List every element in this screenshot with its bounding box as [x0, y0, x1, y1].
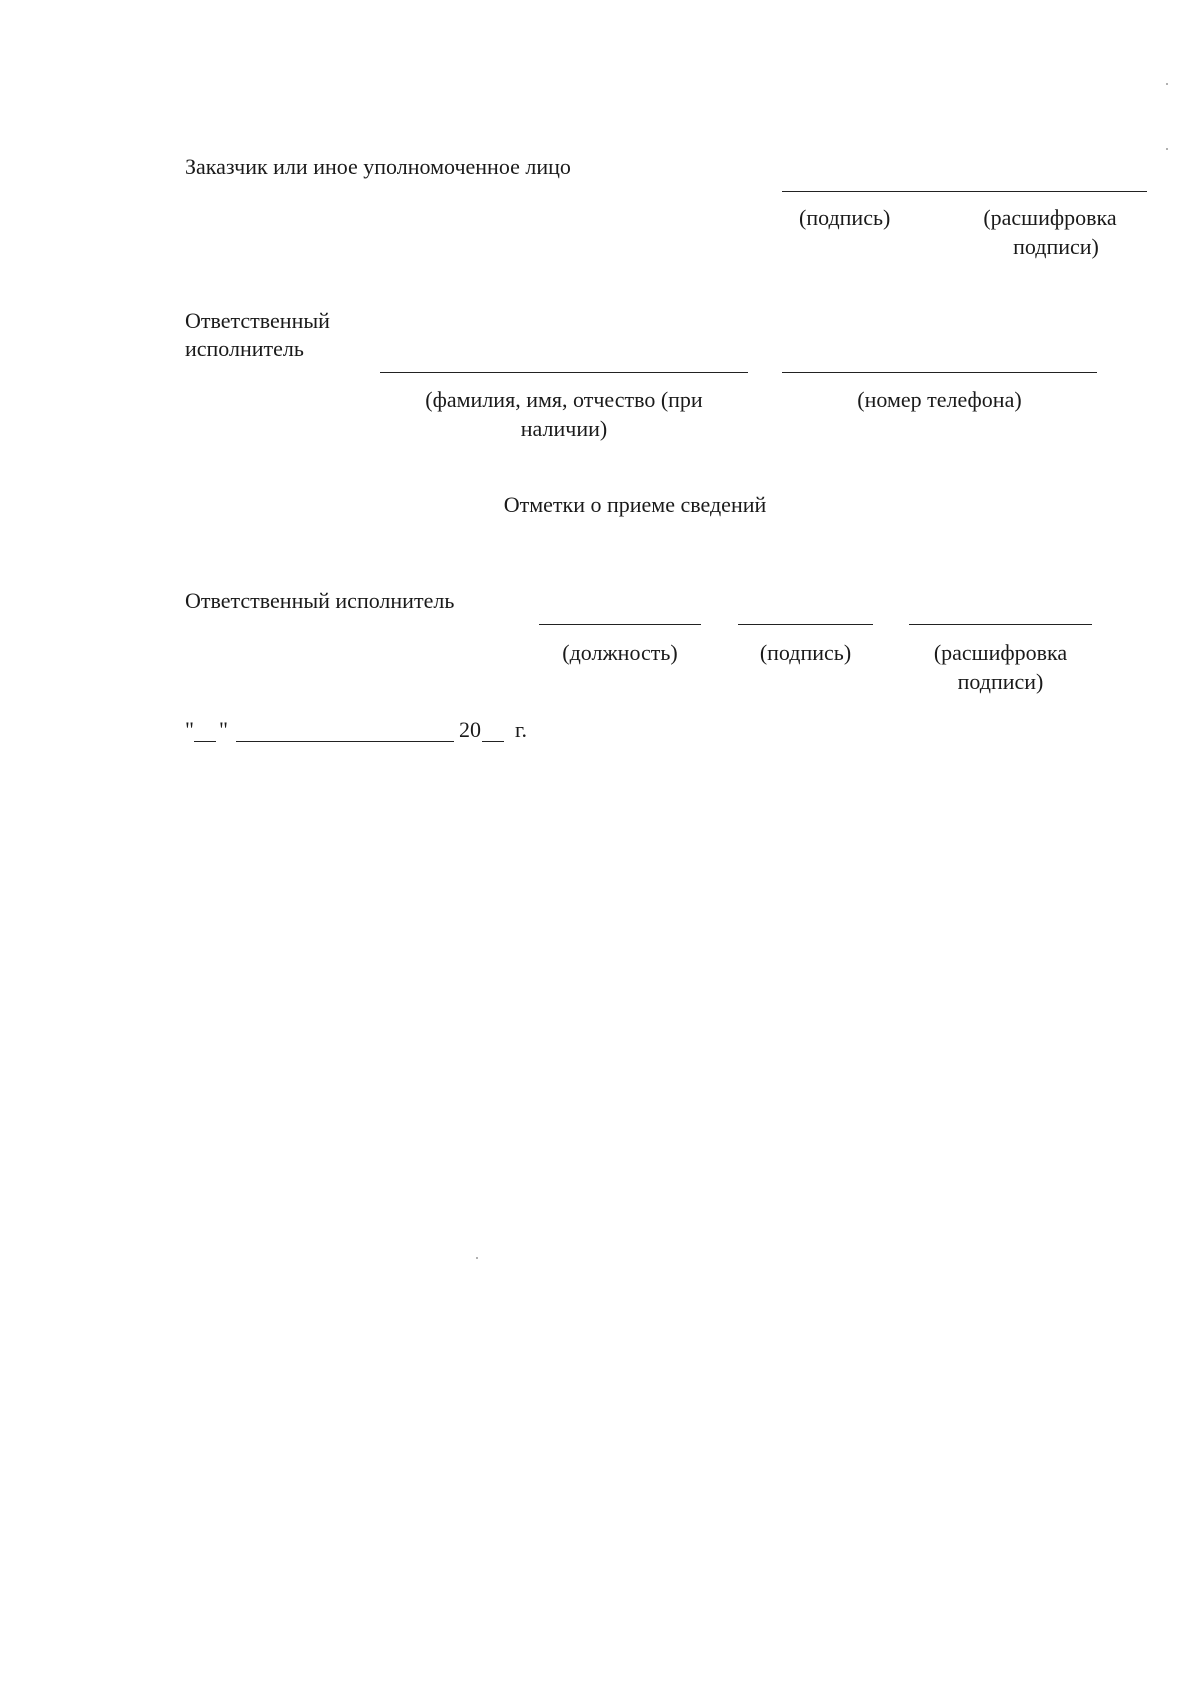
- executor-fio-caption-2: наличии): [520, 416, 608, 441]
- date-day-blank[interactable]: [194, 741, 216, 742]
- customer-label: Заказчик или иное уполномоченное лицо: [185, 154, 571, 179]
- receipt-executor-label: Ответственный исполнитель: [185, 588, 455, 613]
- scan-speck: [1166, 148, 1168, 150]
- customer-decoding-caption-1: (расшифровка: [983, 205, 1117, 230]
- date-year-blank[interactable]: [482, 741, 504, 742]
- receipt-decoding-caption-1: (расшифровка: [933, 640, 1068, 665]
- date-year-suffix: г.: [515, 717, 528, 742]
- executor-label-1: Ответственный: [185, 308, 330, 333]
- receipt-decoding-caption-2: подписи): [957, 669, 1044, 694]
- scan-speck: [476, 1257, 478, 1259]
- date-quote-open: ": [185, 717, 194, 742]
- executor-fio-line[interactable]: [380, 372, 748, 373]
- executor-phone-caption: (номер телефона): [857, 387, 1022, 412]
- customer-signature-line[interactable]: [782, 191, 1147, 192]
- executor-phone-line[interactable]: [782, 372, 1097, 373]
- receipt-signature-line[interactable]: [738, 624, 873, 625]
- receipt-signature-caption: (подпись): [759, 640, 852, 665]
- receipt-position-caption: (должность): [562, 640, 678, 665]
- executor-label-2: исполнитель: [185, 336, 304, 361]
- receipt-heading: Отметки о приеме сведений: [503, 492, 767, 517]
- receipt-position-line[interactable]: [539, 624, 701, 625]
- date-month-blank[interactable]: [236, 741, 454, 742]
- customer-decoding-caption-2: подписи): [1013, 234, 1099, 259]
- date-year-prefix: 20: [459, 717, 481, 742]
- receipt-decoding-line[interactable]: [909, 624, 1092, 625]
- scan-speck: [1166, 83, 1168, 85]
- date-quote-close: ": [219, 717, 228, 742]
- customer-signature-caption: (подпись): [799, 205, 891, 230]
- executor-fio-caption-1: (фамилия, имя, отчество (при: [425, 387, 703, 412]
